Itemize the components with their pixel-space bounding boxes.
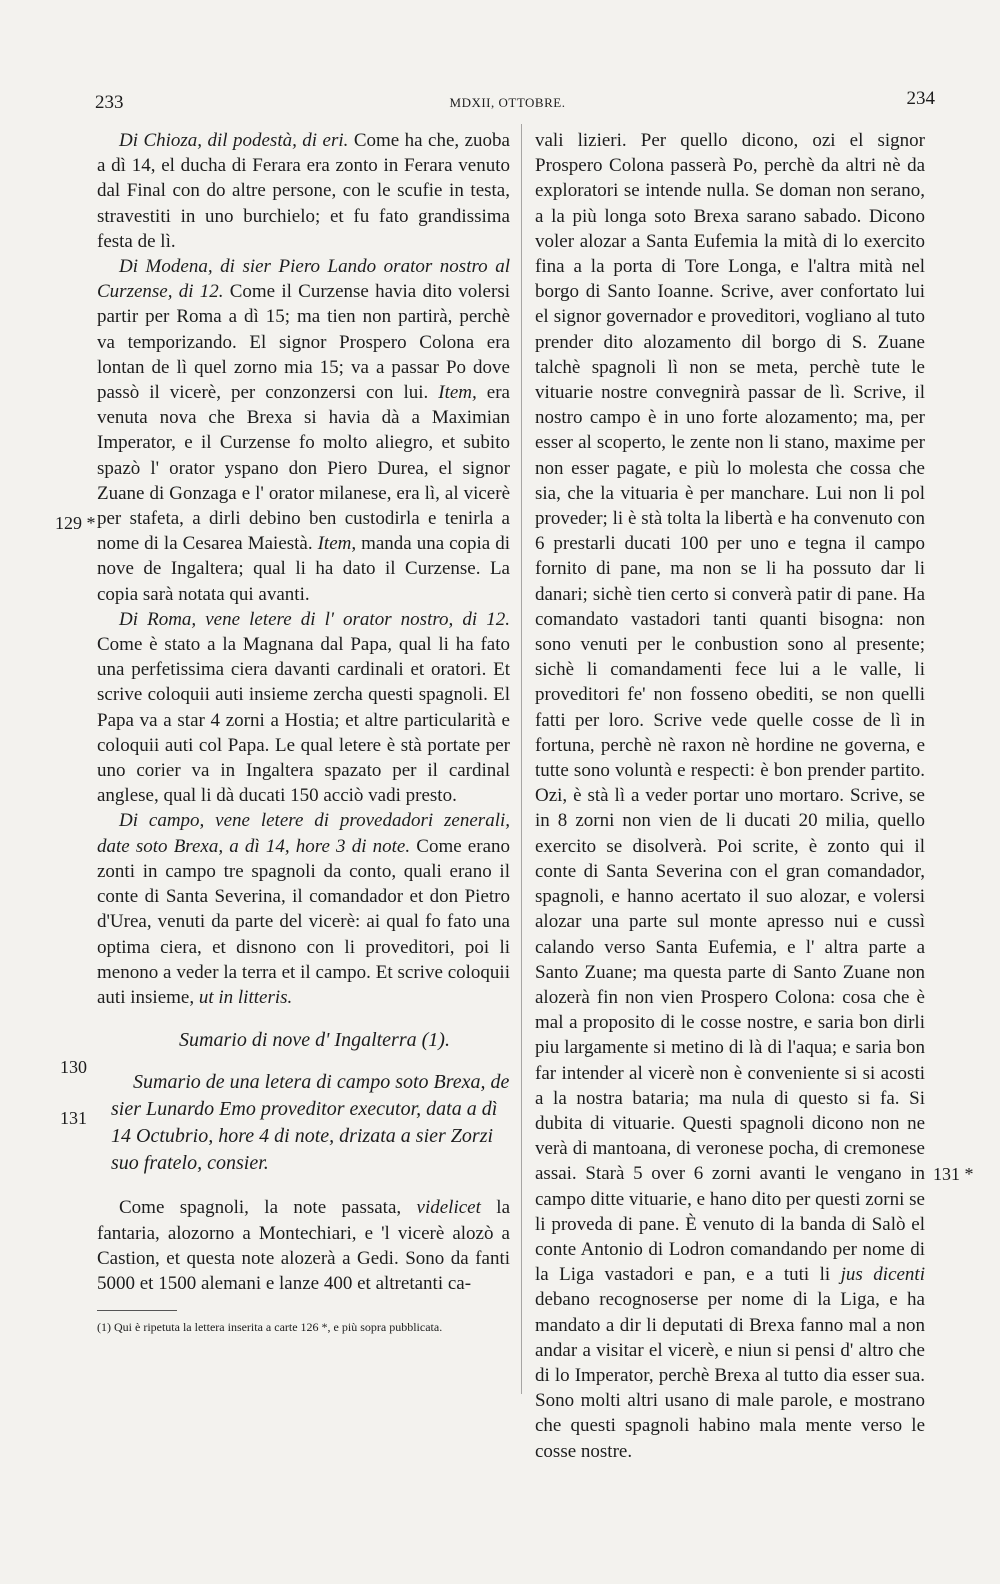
page-number-left: 233 bbox=[95, 92, 124, 113]
text-right-2: debano recognoserse per nome di la Liga, e ha mandato a dir li deputati di Brexa fanno mal a non andar a visitar el vicerè, e niun si pensi d' altro che di lo Imperator, perchè Brexa al tutto dia esser sua. Sono molti altri usano di male parole, e mostrano che questi spagnoli habino mala mente verso le cosse nostre. bbox=[535, 1289, 925, 1462]
text-chioza: Come ha che, zuoba a dì 14, el ducha di Ferara era zonto in Ferara venuto dal Final con do altre persone, con le scufie in testa, stravestiti in uno burchielo; et fu fato grandissima festa de lì. bbox=[97, 130, 510, 252]
sumario-ingalterra-title: Sumario di nove d' Ingalterra (1). bbox=[179, 1029, 450, 1052]
paragraph-right bbox=[535, 128, 925, 1464]
right-column bbox=[535, 128, 925, 1464]
margin-number-129: 129 * bbox=[55, 513, 96, 533]
left-column bbox=[97, 128, 510, 1336]
margin-number-130: 130 bbox=[60, 1057, 87, 1077]
footnote-rule bbox=[97, 1310, 177, 1311]
paragraph-spagnoli bbox=[97, 1195, 510, 1296]
paragraph-roma bbox=[97, 607, 510, 809]
text-modena-1: Come il Curzense havia dito volersi partir per Roma a dì 15; ma tien non partirà, perchè va temporizando. El signor Prospero Colona era lontan de lì quel zorno mia 15; va a passar Po dove passò il vicerè, per conzonzersi con lui. bbox=[97, 281, 510, 404]
column-divider bbox=[521, 124, 522, 1394]
footnote: (1) Qui è ripetuta la lettera inserita a carte 126 *, e più sopra pubblicata. bbox=[97, 1320, 443, 1335]
text-modena-3: manda una copia di nove de Ingaltera; qual li ha dato il Curzense. La copia sarà notata qui avanti. bbox=[97, 533, 510, 605]
paragraph-modena bbox=[97, 254, 510, 607]
summary-heading: Sumario de una letera di campo soto Brexa, de sier Lunardo Emo proveditor executor, data a dì 14 Octubrio, hore 4 di note, drizata a sier Zorzi suo fratelo, consier. bbox=[111, 1071, 510, 1175]
spacer bbox=[97, 1177, 510, 1195]
text-right-1: vali lizieri. Per quello dicono, ozi el signor Prospero Colona passerà Po, perchè da altri nè da exploratori se intende nulla. Se doman non serano, a la più longa soto Brexa sarano sabado. Dicono voler alozar a Santa Eufemia la mità di lo exercito fina a la porta di Tore Longa, e l'altra mità nel borgo di Santo Ioanne. Scrive, aver confortato lui el signor governador e proveditori, vogliano al tuto prender dito alozamento dil borgo di S. Zuane talchè spagnoli lì non se meta, perchè tute le vituarie nostre convegnirà passar de lì. Scrive, il nostro campo è in uno forte alozamento; ma, per esser al scoperto, le zente non li stano, maxime per non esser pagate, e più lo molesta che cossa che sia, che la vituaria è per manchare. Lui non li pol proveder; li è stà tolta la libertà e ha convenuto con 6 prestarli ducati 100 per uno e tegna il campo fornito di pane, ma non se li ha possuto dar li danari; sichè tien certo si converà patir di pane. Ha comandato vastadori tanti quanti bisogna: non sono venuti per le conbustion sono al presente; sichè li comandamenti fece lui a le valle, li proveditori fe' non fosseno obediti, se non quelli fatti per loro. Scrive vede quelle cosse de lì in fortuna, perchè nè raxon nè hordine ne governa, e tutte sono voluntà e respecti: è bon prender partito. Ozi, è stà lì a veder portar uno mortaro. Scrive, se in 8 zorni non vien de li ducati 20 milia, quello exercito se disolverà. Poi scrite, è zonto qui il conte di Santa Severina con el gran comandador, spagnoli, e hanno acertato il suo alozar, e volersi alozar una parte sul monte apresso nui e cussì calando verso Santa Eufemia, e l' altra parte a Santo Zuane; ma questa parte di Santo Zuane non alozerà fin non vien Prospero Colona: cosa che è mal a proposito di le cosse nostre, e saria bon dirli piu largamente si metino di là di l'aqua; e saria bon far intender al vicerè non è conveniente si si acosti a la nostra bataria; ma nula di questo si fa. Si dubita di vituarie. Questi spagnoli dicono non ne verà di mantoana, di veronese pocha, di cremonese assai. Starà 5 over 6 zorni avanti le vengano in campo ditte vituarie, e hano dito per questi zorni se li proveda di pane. È venuto di la banda di Salò el conte Antonio di Lodron comandando per nome di la Liga vastadori e pan, e a tuti li bbox=[535, 130, 925, 1286]
item-word-2: Item, bbox=[317, 533, 357, 555]
running-header bbox=[95, 88, 935, 122]
margin-number-131: 131 bbox=[60, 1108, 87, 1128]
text-modena-2: era venuta nova che Brexa si havia dà a Maximian Imperator, e il Curzense fo molto aliegro, et subito spazò l' orator yspano don Piero Durea, el signor Zuane di Gonzaga e l' orator milanese, era lì, al vicerè per stafeta, a dirli debino ben custodirla e tenirla a nome di la Cesarea Maiestà. bbox=[97, 382, 510, 555]
text-spagnoli-a: Come spagnoli, la note passata, bbox=[119, 1197, 417, 1219]
spacer bbox=[97, 1010, 510, 1028]
text-spagnoli-b: la fantaria, alozorno a Montechiari, e 'l vicerè alozò a Castion, et questa note alozerà a Gedi. Sono da fanti 5000 et 1500 alemani e lanze 400 et altretanti ca- bbox=[97, 1197, 510, 1294]
text-jus-dicenti: jus dicenti bbox=[840, 1264, 925, 1286]
paragraph-campo bbox=[97, 808, 510, 1010]
text-roma: Come è stato a la Magnana dal Papa, qual li ha fato una perfetissima ciera davanti cardinali et oratori. Et scrive coloquii auti insieme zercha questi spagnoli. El Papa va a star 4 zorni a Hostia; et altre particularità e coloquii auti col Papa. Le qual letere è stà portate per uno corier va in Ingaltera spazato per il cardinal anglese, qual li dà ducati 150 acciò vadi presto. bbox=[97, 634, 510, 807]
page-number-right: 234 bbox=[906, 88, 935, 109]
running-title: MDXII, OTTOBRE. bbox=[449, 95, 566, 110]
heading-campo: Di campo, vene letere di provedadori zenerali, date soto Brexa, a dì 14, hore 3 di note. bbox=[97, 810, 510, 857]
text-campo: Come erano zonti in campo tre spagnoli da conto, quali erano il conte di Santa Severina, il comandador et don Pietro d'Urea, venuti da parte del vicerè: ai qual fo fato una optima ciera, et disnono con li proveditori, poi li menono a veder la terra et il campo. Et scrive coloquii auti insieme, bbox=[97, 835, 511, 1008]
spacer bbox=[97, 1053, 510, 1069]
item-word-1: Item, bbox=[438, 382, 477, 404]
paragraph-chioza bbox=[97, 128, 510, 254]
heading-modena: Di Modena, di sier Piero Lando orator nostro al Curzense, di 12. bbox=[97, 256, 510, 303]
margin-number-131-right: 131 * bbox=[933, 1164, 974, 1184]
text-videlicet: videlicet bbox=[416, 1197, 481, 1219]
text-ut-in-litteris: ut in litteris. bbox=[198, 986, 293, 1008]
heading-chioza: Di Chioza, dil podestà, di eri. bbox=[119, 130, 349, 151]
heading-roma: Di Roma, vene letere di l' orator nostro, di 12. bbox=[119, 608, 510, 630]
